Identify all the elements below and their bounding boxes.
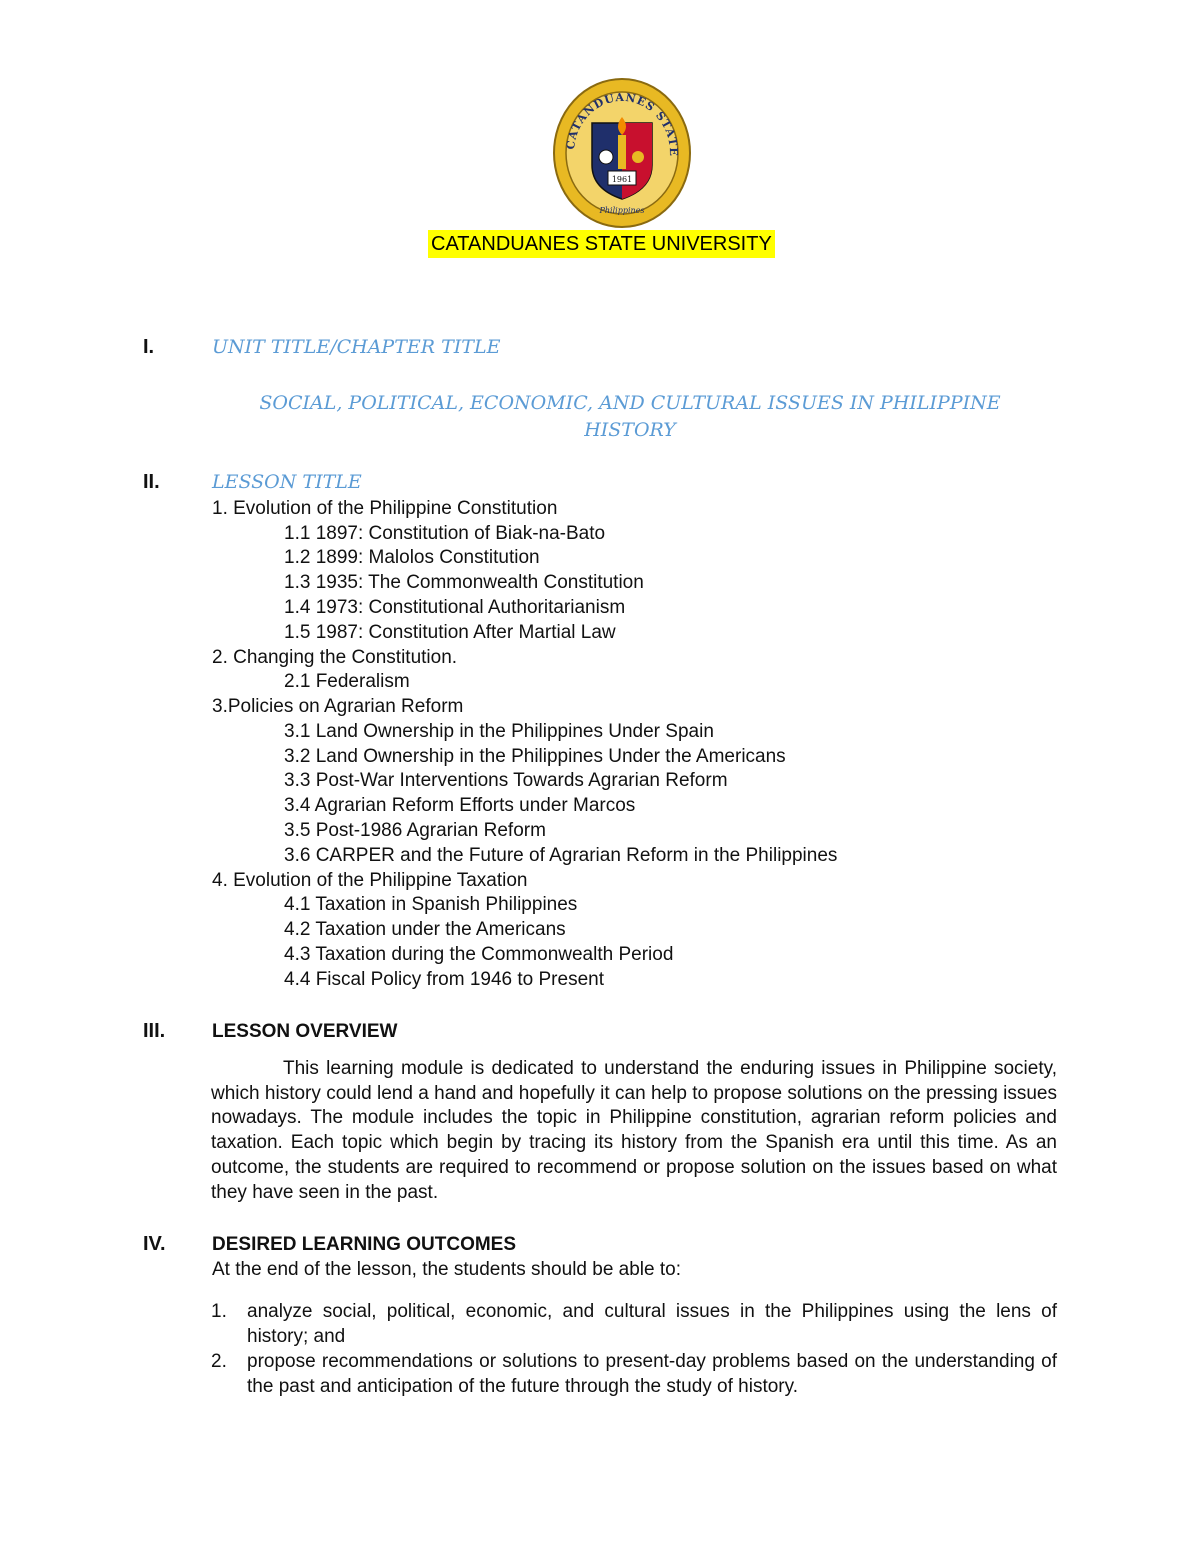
lesson-subitem: 4.1 Taxation in Spanish Philippines [284, 894, 578, 915]
svg-text:1961: 1961 [611, 175, 633, 184]
learning-outcomes-intro: At the end of the lesson, the students should be able to: [212, 1259, 681, 1280]
lesson-subitem: 3.3 Post-War Interventions Towards Agrarian Reform [284, 770, 728, 791]
lesson-subitem: 3.4 Agrarian Reform Efforts under Marcos [284, 795, 636, 816]
lesson-subitem: 1.2 1899: Malolos Constitution [284, 547, 540, 568]
unit-title-label: UNIT TITLE/CHAPTER TITLE [212, 336, 501, 358]
lesson-subitem: 2.1 Federalism [284, 671, 410, 692]
section-number-3: III. [143, 1020, 166, 1042]
lesson-subitem: 1.1 1897: Constitution of Biak-na-Bato [284, 523, 606, 544]
lesson-title-label: LESSON TITLE [212, 471, 362, 493]
lesson-overview-heading: LESSON OVERVIEW [212, 1021, 398, 1042]
lesson-subitem: 4.4 Fiscal Policy from 1946 to Present [284, 969, 604, 990]
outcome-number: 2. [211, 1351, 227, 1372]
university-name: CATANDUANES STATE UNIVERSITY [428, 230, 775, 258]
svg-text:Philippines: Philippines [599, 206, 645, 215]
section-number-1: I. [143, 336, 155, 358]
lesson-item: 2. Changing the Constitution. [212, 647, 458, 668]
lesson-subitem: 1.3 1935: The Commonwealth Constitution [284, 572, 644, 593]
lesson-subitem: 3.2 Land Ownership in the Philippines Under the Americans [284, 746, 786, 767]
outcome-item: propose recommendations or solutions to present-day problems based on the understanding of the past and anticipation of the future through the study of history. [247, 1351, 1057, 1397]
unit-title-line1: SOCIAL, POLITICAL, ECONOMIC, AND CULTURAL ISSUES IN PHILIPPINE [259, 392, 1001, 414]
learning-outcomes-heading: DESIRED LEARNING OUTCOMES [212, 1234, 517, 1255]
lesson-overview-paragraph: This learning module is dedicated to understand the enduring issues in Philippine society, which history could lend a hand and hopefully it can help to propose solutions on the pressing issues nowadays. The module includes the topic in Philippine constitution, agrarian reform policies and taxation. Each topic which begin by tracing its history from the Spanish era until this time. As an outcome, the students are required to recommend or propose solution on the issues based on what they have seen in the past. [211, 1058, 1057, 1203]
lesson-subitem: 4.3 Taxation during the Commonwealth Period [284, 944, 674, 965]
section-number-4: IV. [143, 1233, 166, 1255]
lesson-subitem: 3.1 Land Ownership in the Philippines Under Spain [284, 721, 714, 742]
svg-text:CATANDUANES STATE UNIVERSITY: CATANDUANES STATE [563, 90, 681, 157]
section-number-2: II. [143, 471, 160, 493]
outcome-number: 1. [211, 1301, 227, 1322]
unit-title-line2: HISTORY [584, 419, 676, 441]
lesson-item: 3.Policies on Agrarian Reform [212, 696, 464, 717]
lesson-subitem: 1.5 1987: Constitution After Martial Law [284, 622, 616, 643]
lesson-subitem: 4.2 Taxation under the Americans [284, 919, 566, 940]
lesson-subitem: 3.6 CARPER and the Future of Agrarian Reform in the Philippines [284, 845, 838, 866]
lesson-subitem: 1.4 1973: Constitutional Authoritarianism [284, 597, 626, 618]
university-seal-icon [552, 77, 692, 229]
lesson-item: 4. Evolution of the Philippine Taxation [212, 870, 528, 891]
lesson-subitem: 3.5 Post-1986 Agrarian Reform [284, 820, 546, 841]
lesson-item: 1. Evolution of the Philippine Constitution [212, 498, 558, 519]
outcome-item: analyze social, political, economic, and cultural issues in the Philippines using the lens of history; and [247, 1301, 1057, 1347]
